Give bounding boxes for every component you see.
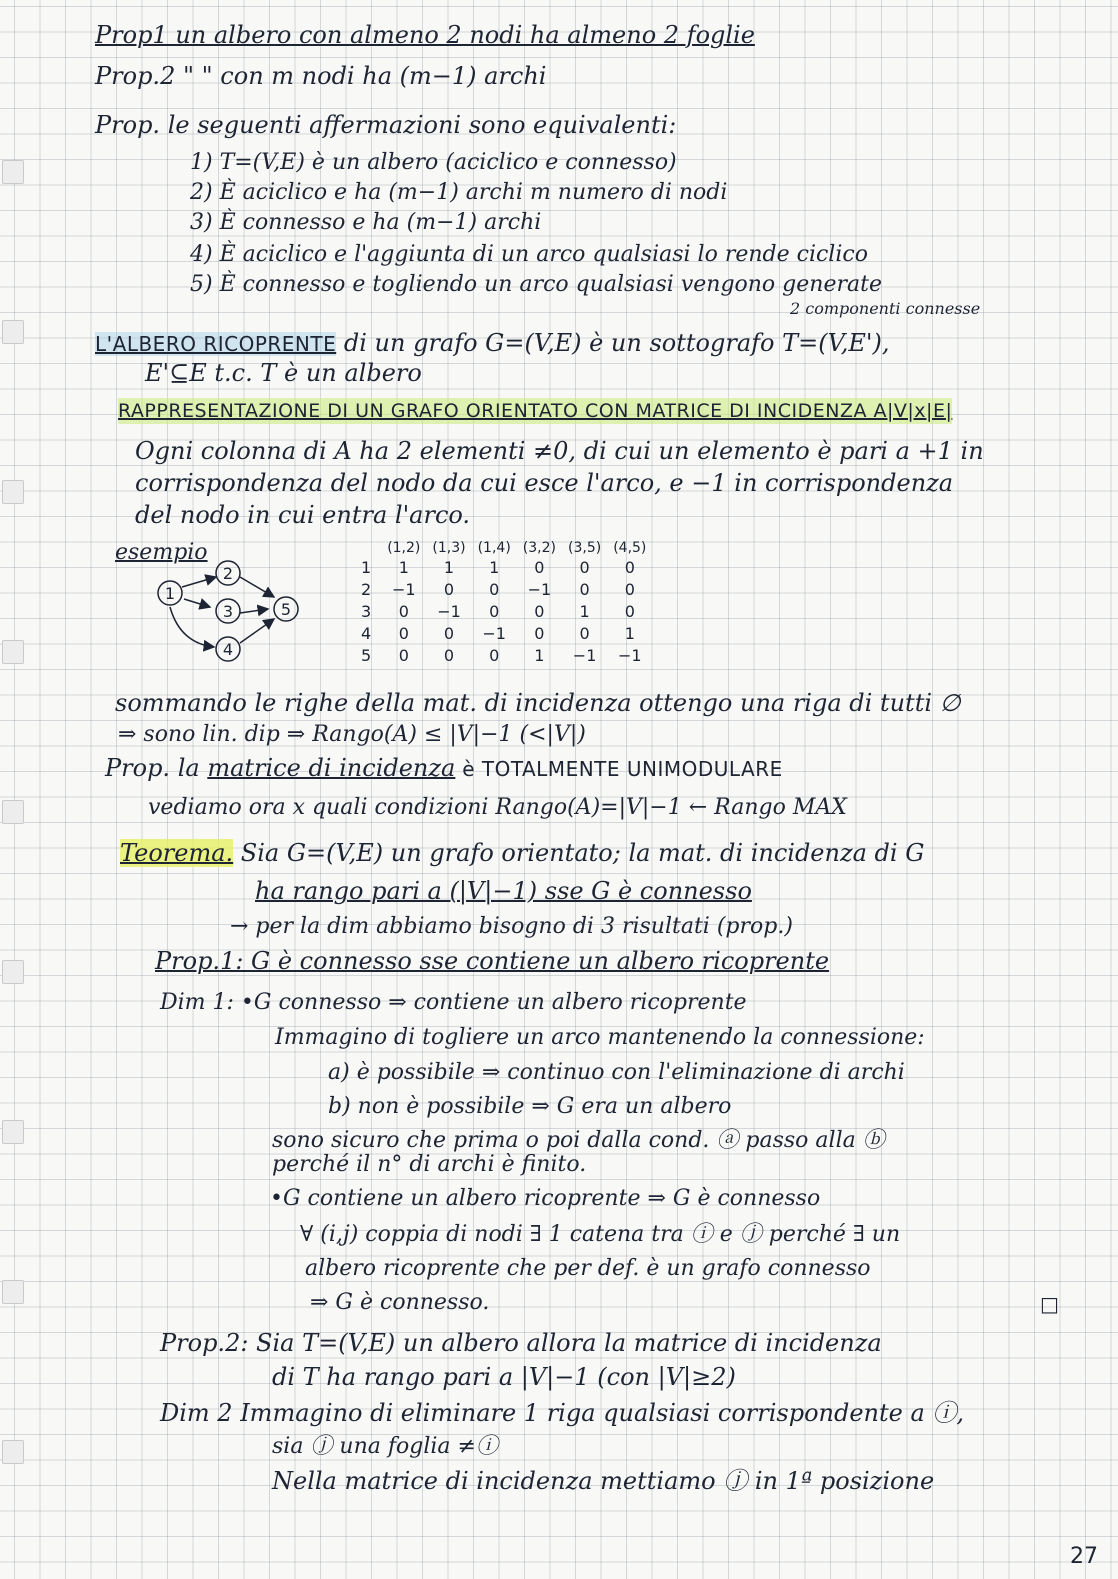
edge-4-5	[240, 619, 274, 643]
matrix-column-header: (1,2)	[387, 540, 421, 556]
matrix-row-label: 3	[361, 601, 372, 621]
binder-margin	[0, 0, 60, 1579]
theorem-text: Sia G=(V,E) un grafo orientato; la mat. di incidenza di G	[233, 839, 925, 867]
graph-node	[216, 637, 240, 661]
matrix-column-header: (3,5)	[568, 540, 602, 556]
theorem-conclusion: ha rango pari a (|V|−1) sse G è connesso	[255, 877, 752, 905]
matrix-row	[355, 578, 652, 600]
matrix-column-header: (4,5)	[613, 540, 647, 556]
dim-1-step: Immagino di togliere un arco mantenendo la connessione:	[275, 1025, 925, 1050]
matrix-cell: 0	[443, 579, 455, 599]
edge-1-2	[182, 577, 216, 587]
matrix-cell: −1	[572, 645, 597, 665]
matrix-cell: −1	[527, 579, 552, 599]
incidence-rule-1: Ogni colonna di A ha 2 elementi ≠0, di cui un elemento è pari a +1 in	[135, 437, 984, 465]
matrix-cell: 0	[398, 645, 409, 665]
binder-hole	[2, 800, 24, 824]
dim-1-case-b: b) non è possibile ⇒ G era un albero	[328, 1094, 732, 1119]
binder-hole	[2, 640, 24, 664]
matrix-cell: 0	[443, 623, 455, 643]
rank-bound-note: ⇒ sono lin. dip ⇒ Rango(A) ≤ |V|−1 (<|V|)	[118, 722, 586, 747]
graph-node	[216, 561, 240, 585]
rank-condition-note: vediamo ora x quali condizioni Rango(A)=|V|−1 ← Rango MAX	[148, 795, 847, 820]
spanning-tree-condition: E'⊆E t.c. T è un albero	[145, 359, 422, 387]
example-graph	[140, 555, 310, 670]
graph-node	[216, 599, 240, 623]
theorem-statement	[120, 840, 924, 866]
matrix-cell: 1	[579, 601, 590, 621]
matrix-cell: 0	[443, 645, 455, 665]
dim-1-conclusion: ⇒ G è connesso.	[310, 1290, 490, 1315]
theorem-label: Teorema.	[120, 839, 234, 867]
prop-2-tree-rank: Prop.2: Sia T=(V,E) un albero allora la matrice di incidenza	[160, 1329, 882, 1357]
equivalence-5-continued: 2 componenti connesse	[790, 299, 981, 318]
matrix-cell: −1	[618, 645, 642, 665]
prop-1: Prop1 un albero con almeno 2 nodi ha almeno 2 foglie	[95, 21, 755, 49]
unimodular-prop-suffix: è TOTALMENTE UNIMODULARE	[455, 757, 783, 781]
incidence-rule-2: corrispondenza del nodo da cui esce l'arco, e −1 in corrispondenza	[135, 469, 954, 497]
matrix-column-header: (1,4)	[477, 540, 511, 556]
matrix-row-label: 5	[361, 645, 372, 665]
equivalence-1: 1) T=(V,E) è un albero (aciclico e connesso)	[190, 150, 677, 175]
equivalence-3: 3) È connesso e ha (m−1) archi	[190, 210, 542, 235]
graph-node	[158, 581, 182, 605]
matrix-row	[355, 600, 652, 622]
matrix-cell: 0	[534, 557, 545, 577]
qed-symbol: □	[1040, 1292, 1059, 1316]
binder-hole	[2, 1280, 24, 1304]
matrix-cell: 0	[579, 579, 590, 599]
section-heading-incidence-matrix: RAPPRESENTAZIONE DI UN GRAFO ORIENTATO CON MATRICE DI INCIDENZA A|V|x|E|	[118, 400, 953, 422]
matrix-row-label: 4	[361, 623, 372, 643]
matrix-cell: 0	[489, 645, 500, 665]
matrix-row-label: 2	[361, 579, 372, 599]
dim-2: Dim 2 Immagino di eliminare 1 riga qualsiasi corrispondente a ⓘ,	[160, 1399, 965, 1427]
matrix-header-row	[355, 540, 652, 556]
matrix-cell: 1	[398, 557, 409, 577]
svg-text:3: 3	[222, 602, 234, 621]
unimodular-prop-term: matrice di incidenza	[207, 754, 456, 782]
matrix-cell: 1	[624, 623, 635, 643]
prop-2: Prop.2 " " con m nodi ha (m−1) archi	[95, 62, 547, 90]
dim-1-def: albero ricoprente che per def. è un grafo connesso	[305, 1256, 871, 1281]
unimodular-prop-prefix: Prop. la	[105, 754, 208, 782]
matrix-cell: −1	[391, 579, 416, 599]
incidence-rule-3: del nodo in cui entra l'arco.	[135, 501, 471, 529]
dim-2-reorder: Nella matrice di incidenza mettiamo ⓙ in 1ª posizione	[272, 1467, 935, 1495]
dim-1-termination-reason: perché il n° di archi è finito.	[272, 1152, 587, 1177]
dim-1-converse: •G contiene un albero ricoprente ⇒ G è connesso	[270, 1186, 821, 1211]
matrix-cell: 0	[398, 623, 409, 643]
svg-text:4: 4	[222, 640, 234, 659]
matrix-cell: 0	[489, 579, 500, 599]
edge-3-2	[240, 577, 274, 597]
matrix-cell: −1	[482, 623, 506, 643]
matrix-cell: −1	[437, 601, 461, 621]
graph-node	[274, 597, 298, 621]
matrix-cell: 0	[624, 601, 635, 621]
matrix-cell: 0	[579, 557, 590, 577]
prop-1-connected: Prop.1: G è connesso sse contiene un albero ricoprente	[155, 947, 830, 975]
svg-text:1: 1	[164, 584, 176, 603]
matrix-cell: 0	[398, 601, 409, 621]
matrix-row	[355, 622, 652, 644]
matrix-cell: 0	[489, 601, 500, 621]
matrix-column-header: (1,3)	[432, 540, 466, 556]
binder-hole	[2, 480, 24, 504]
edge-1-3	[184, 599, 210, 607]
matrix-row-label: 1	[361, 557, 372, 577]
svg-text:5: 5	[280, 600, 292, 619]
matrix-cell: 1	[443, 557, 455, 577]
binder-hole	[2, 1120, 24, 1144]
matrix-cell: 0	[624, 579, 635, 599]
svg-text:2: 2	[222, 564, 234, 583]
spanning-tree-definition	[95, 330, 889, 357]
equivalence-5: 5) È connesso e togliendo un arco qualsiasi vengono generate	[190, 272, 882, 297]
page-number: 27	[1070, 1544, 1098, 1569]
matrix-cell: 0	[534, 623, 545, 643]
dim-1-chain: ∀ (i,j) coppia di nodi ∃ 1 catena tra ⓘ e ⓙ perché ∃ un	[300, 1222, 901, 1247]
binder-hole	[2, 160, 24, 184]
proof-requirements-note: → per la dim abbiamo bisogno di 3 risultati (prop.)	[230, 914, 793, 939]
incidence-matrix-table	[355, 540, 652, 666]
binder-hole	[2, 1440, 24, 1464]
matrix-row	[355, 644, 652, 666]
edge-1-4	[170, 607, 214, 647]
spanning-tree-term: L'ALBERO RICOPRENTE	[95, 332, 337, 356]
prop-2-tree-rank-cont: di T ha rango pari a |V|−1 (con |V|≥2)	[272, 1363, 736, 1391]
edge-3-5	[240, 609, 268, 613]
example-label: esempio	[115, 540, 208, 565]
matrix-row	[355, 556, 652, 578]
matrix-cell: 1	[489, 557, 500, 577]
dim-1-case-a: a) è possibile ⇒ continuo con l'eliminazione di archi	[328, 1060, 905, 1085]
dim-1-termination: sono sicuro che prima o poi dalla cond. ⓐ passo alla ⓑ	[272, 1128, 885, 1153]
equivalence-4: 4) È aciclico e l'aggiunta di un arco qualsiasi lo rende ciclico	[190, 242, 868, 267]
matrix-cell: 0	[624, 557, 635, 577]
dim-2-leaf: sia ⓙ una foglia ≠ⓘ	[272, 1434, 498, 1459]
matrix-corner	[355, 540, 381, 556]
equivalence-2: 2) È aciclico e ha (m−1) archi m numero di nodi	[190, 180, 728, 205]
matrix-column-header: (3,2)	[522, 540, 556, 556]
matrix-cell: 1	[534, 645, 545, 665]
matrix-cell: 0	[534, 601, 545, 621]
binder-hole	[2, 320, 24, 344]
dim-1: Dim 1: •G connesso ⇒ contiene un albero ricoprente	[160, 990, 747, 1015]
prop-equivalences: Prop. le seguenti affermazioni sono equivalenti:	[95, 111, 677, 139]
spanning-tree-text: di un grafo G=(V,E) è un sottografo T=(V,E'),	[336, 329, 890, 357]
unimodular-prop	[105, 755, 783, 782]
binder-hole	[2, 960, 24, 984]
row-sum-note: sommando le righe della mat. di incidenza ottengo una riga di tutti ∅	[115, 689, 961, 717]
matrix-cell: 0	[579, 623, 590, 643]
